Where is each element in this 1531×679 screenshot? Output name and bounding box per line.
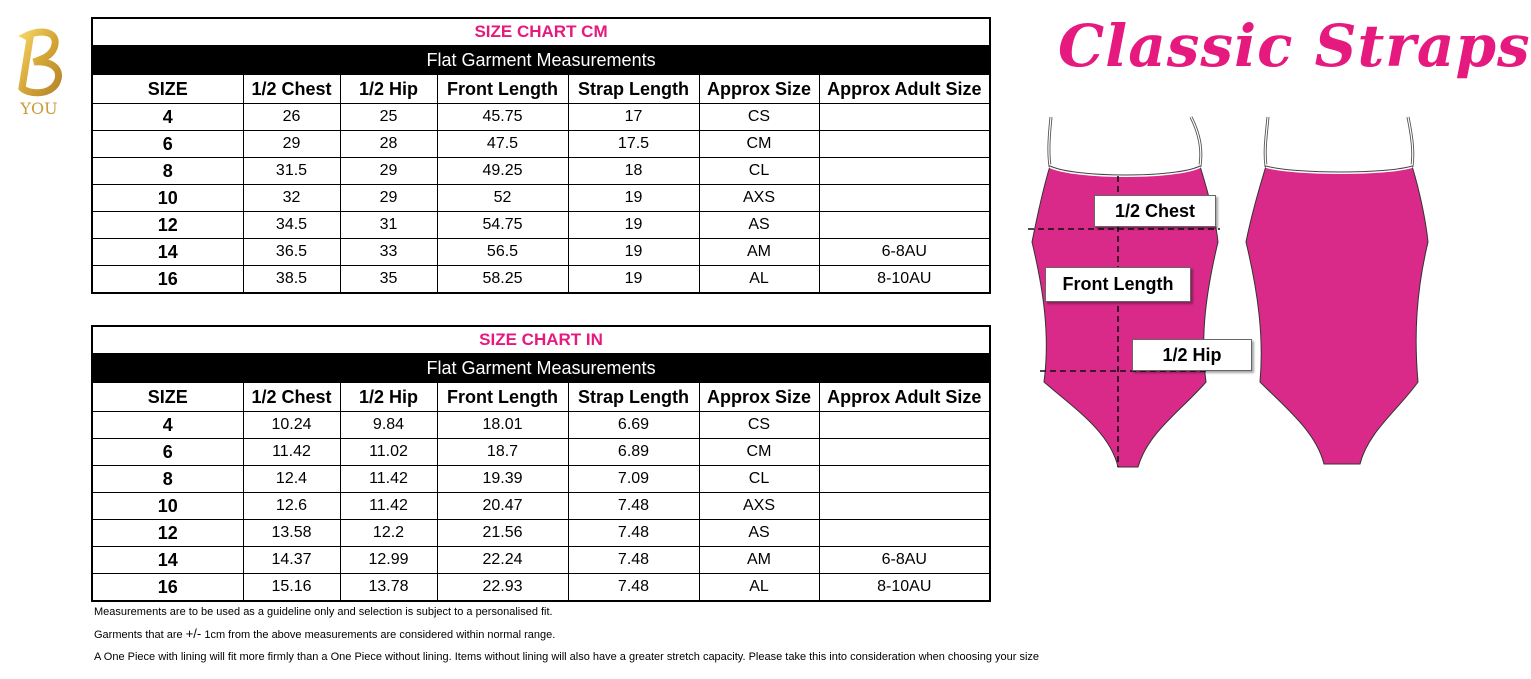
table-cell: 33 (340, 239, 437, 266)
size-cell: 4 (92, 104, 243, 131)
table-cell: 58.25 (437, 266, 568, 294)
table-cell: 20.47 (437, 493, 568, 520)
table-cell: 25 (340, 104, 437, 131)
size-cell: 8 (92, 466, 243, 493)
brand-logo (8, 26, 70, 122)
table-cell: AS (699, 212, 819, 239)
column-header: Approx Size (699, 383, 819, 412)
size-cell: 4 (92, 412, 243, 439)
table-cell: 11.02 (340, 439, 437, 466)
table-cell: 7.48 (568, 493, 699, 520)
table-row (92, 266, 990, 294)
table-cell: 13.58 (243, 520, 340, 547)
column-header: 1/2 Chest (243, 75, 340, 104)
table-cell (819, 412, 990, 439)
chart-subtitle: Flat Garment Measurements (92, 46, 990, 75)
table-cell: 6.89 (568, 439, 699, 466)
table-cell: 28 (340, 131, 437, 158)
column-header: Strap Length (568, 75, 699, 104)
table-cell: 29 (340, 185, 437, 212)
column-header: Approx Adult Size (819, 383, 990, 412)
table-cell (819, 439, 990, 466)
table-cell: AXS (699, 185, 819, 212)
table-cell: CL (699, 466, 819, 493)
size-cell: 12 (92, 212, 243, 239)
size-chart-cm-body (92, 18, 990, 293)
table-cell: 31.5 (243, 158, 340, 185)
column-header: SIZE (92, 383, 243, 412)
table-row (92, 520, 990, 547)
leotard-back-illustration (1236, 112, 1436, 472)
table-cell: CM (699, 131, 819, 158)
table-cell: 6-8AU (819, 547, 990, 574)
table-cell (819, 493, 990, 520)
table-cell: CL (699, 158, 819, 185)
table-cell: 6.69 (568, 412, 699, 439)
table-row (92, 239, 990, 266)
table-cell: 52 (437, 185, 568, 212)
table-cell: 19 (568, 185, 699, 212)
size-cell: 14 (92, 239, 243, 266)
table-row (92, 439, 990, 466)
table-cell (819, 158, 990, 185)
table-cell: 49.25 (437, 158, 568, 185)
table-cell: 12.99 (340, 547, 437, 574)
column-header: 1/2 Hip (340, 383, 437, 412)
table-cell: CS (699, 104, 819, 131)
chart-subtitle: Flat Garment Measurements (92, 354, 990, 383)
table-cell: 22.93 (437, 574, 568, 602)
size-chart-in (91, 325, 991, 602)
table-cell: 11.42 (340, 493, 437, 520)
size-cell: 10 (92, 493, 243, 520)
table-cell: 19 (568, 212, 699, 239)
table-row (92, 493, 990, 520)
table-cell: 11.42 (243, 439, 340, 466)
table-cell (819, 466, 990, 493)
note-tolerance (94, 623, 1039, 646)
table-cell: 18 (568, 158, 699, 185)
table-cell: 18.01 (437, 412, 568, 439)
column-header: 1/2 Chest (243, 383, 340, 412)
table-cell: 54.75 (437, 212, 568, 239)
product-title: Classic Straps (1058, 12, 1531, 80)
table-cell: 21.56 (437, 520, 568, 547)
table-cell: 8-10AU (819, 574, 990, 602)
note-tolerance-post: 1cm from the above measurements are considered within normal range. (201, 629, 556, 641)
table-cell: 6-8AU (819, 239, 990, 266)
table-cell: 47.5 (437, 131, 568, 158)
table-cell: 17.5 (568, 131, 699, 158)
table-cell: 7.48 (568, 547, 699, 574)
table-cell: 12.2 (340, 520, 437, 547)
table-row (92, 547, 990, 574)
table-cell (819, 131, 990, 158)
plus-minus-symbol: +/- (185, 626, 202, 641)
table-cell: 17 (568, 104, 699, 131)
column-header: Approx Adult Size (819, 75, 990, 104)
table-cell: 10.24 (243, 412, 340, 439)
table-cell: 12.6 (243, 493, 340, 520)
table-cell: CS (699, 412, 819, 439)
column-header: Approx Size (699, 75, 819, 104)
table-cell: 9.84 (340, 412, 437, 439)
table-cell: 31 (340, 212, 437, 239)
callout-hip-label: 1/2 Hip (1132, 339, 1252, 371)
table-row (92, 212, 990, 239)
column-header: Front Length (437, 75, 568, 104)
size-cell: 16 (92, 266, 243, 294)
table-cell: 14.37 (243, 547, 340, 574)
note-lining: A One Piece with lining will fit more firmly than a One Piece without lining. Items without lining will also have a greater stretch capacity. Please take this into consideration when choosing your size (94, 651, 1040, 663)
column-header: SIZE (92, 75, 243, 104)
chart-title: SIZE CHART CM (92, 18, 990, 46)
table-cell: 7.48 (568, 520, 699, 547)
size-chart-in-body (92, 326, 990, 601)
table-cell: 8-10AU (819, 266, 990, 294)
size-chart-cm (91, 17, 991, 294)
table-cell: 56.5 (437, 239, 568, 266)
table-cell: AL (699, 266, 819, 294)
header-row (92, 75, 990, 104)
table-cell: 15.16 (243, 574, 340, 602)
logo-text: YOU (20, 99, 58, 118)
table-cell: 34.5 (243, 212, 340, 239)
table-cell: 32 (243, 185, 340, 212)
callout-chest-label: 1/2 Chest (1094, 195, 1216, 227)
note-tolerance-pre: Garments that are (94, 629, 186, 641)
size-cell: 14 (92, 547, 243, 574)
table-cell: 19 (568, 266, 699, 294)
table-cell: 19 (568, 239, 699, 266)
callout-front-length-label: Front Length (1045, 267, 1191, 302)
column-header: Strap Length (568, 383, 699, 412)
table-row (92, 574, 990, 602)
table-row (92, 185, 990, 212)
table-cell: AM (699, 547, 819, 574)
table-cell: 35 (340, 266, 437, 294)
column-header: Front Length (437, 383, 568, 412)
column-header: 1/2 Hip (340, 75, 437, 104)
table-cell: AM (699, 239, 819, 266)
header-row (92, 383, 990, 412)
size-cell: 16 (92, 574, 243, 602)
table-cell: 7.48 (568, 574, 699, 602)
table-cell: 19.39 (437, 466, 568, 493)
table-cell (819, 104, 990, 131)
table-cell: AS (699, 520, 819, 547)
table-cell (819, 520, 990, 547)
table-row (92, 131, 990, 158)
table-cell: 13.78 (340, 574, 437, 602)
table-cell: AL (699, 574, 819, 602)
table-cell: 18.7 (437, 439, 568, 466)
table-row (92, 466, 990, 493)
table-cell (819, 212, 990, 239)
fit-notes (94, 601, 1039, 668)
size-cell: 8 (92, 158, 243, 185)
size-cell: 6 (92, 439, 243, 466)
table-row (92, 412, 990, 439)
table-cell: CM (699, 439, 819, 466)
table-cell: 38.5 (243, 266, 340, 294)
table-cell: 26 (243, 104, 340, 131)
table-cell: 29 (243, 131, 340, 158)
table-cell: 45.75 (437, 104, 568, 131)
table-cell: AXS (699, 493, 819, 520)
table-cell: 11.42 (340, 466, 437, 493)
table-cell: 22.24 (437, 547, 568, 574)
table-cell: 12.4 (243, 466, 340, 493)
size-cell: 10 (92, 185, 243, 212)
table-row (92, 158, 990, 185)
size-cell: 12 (92, 520, 243, 547)
note-guideline: Measurements are to be used as a guideline only and selection is subject to a personalised fit. (94, 606, 553, 618)
table-cell (819, 185, 990, 212)
size-cell: 6 (92, 131, 243, 158)
table-cell: 7.09 (568, 466, 699, 493)
chart-title: SIZE CHART IN (92, 326, 990, 354)
table-cell: 29 (340, 158, 437, 185)
table-row (92, 104, 990, 131)
table-cell: 36.5 (243, 239, 340, 266)
